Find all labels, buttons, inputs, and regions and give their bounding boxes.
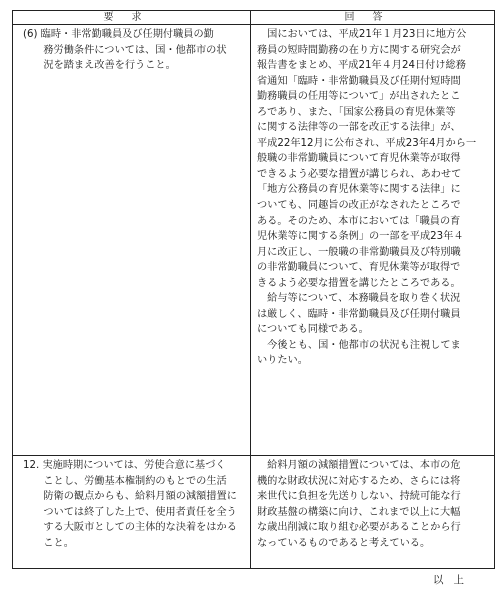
header-answer: 回答 [251,11,495,25]
requirement-cell [13,456,251,569]
table-header-row [13,11,495,25]
answer-cell [251,456,495,569]
answer-text: 国においては、平成21年１月23日に地方公 務員の短時間勤務の在り方に関する研究会が 報告書をまとめ、平成21年４月24日付け総務 省通知「臨時・非常勤職員及び任期付短時間 勤務職員の任用等について」が出されたとこ ろであり、また、「国家公務員の育児休業等 に関する法律等の一部を改正する法律」が、 平成22年12月に公布され、平成23年4月から一 般職の非常勤職員について育児休業等が取得 できるよう必要な措置が講じられ、あわせて 「地方公務員の育児休業等に関する法律」に ついても、同趣旨の改正がなされたところで ある。そのため、本市においては「職員の育 児休業等に関する条例」の一部を平成23年４ 月に改正し、一般職の非常勤職員及び特別職 の非常勤職員について、育児休業等が取得で きるよう必要な措置を講じたところである。 給与等について、本務職員を取り巻く状況 は厳しく、臨時・非常勤職員及び任期付職員 についても同様である。 今後とも、国・他都市の状況も注視してま いりたい。 [257,29,477,367]
answer-cell [251,25,495,456]
requirement-text: 12. 実施時期については、労使合意に基づく ことし、労働基本権制約のもとでの生活 防衛の観点からも、給料月額の減額措置に ついては終了した上で、使用者責任を全う する大阪市としての主体的な決着をはかる こと。 [23,460,237,549]
requirement-cell [13,25,251,456]
closing-mark: 以上 [433,574,474,586]
request-answer-table [12,10,495,569]
table-row [13,25,495,456]
header-requirement: 要求 [13,11,251,25]
table-row [13,456,495,569]
answer-text: 給料月額の減額措置については、本市の危 機的な財政状況に対応するため、さらには将 来世代に負担を先送りしない、持続可能な行 財政基盤の構築に向け、これまで以上に大幅 な歳出削減に取り組む必要があることから行 なっているものであると考えている。 [257,460,461,549]
requirement-text: (6) 臨時・非常勤職員及び任期付職員の勤 務労働条件については、国・他都市の状 況を踏まえ改善を行うこと。 [23,29,227,72]
